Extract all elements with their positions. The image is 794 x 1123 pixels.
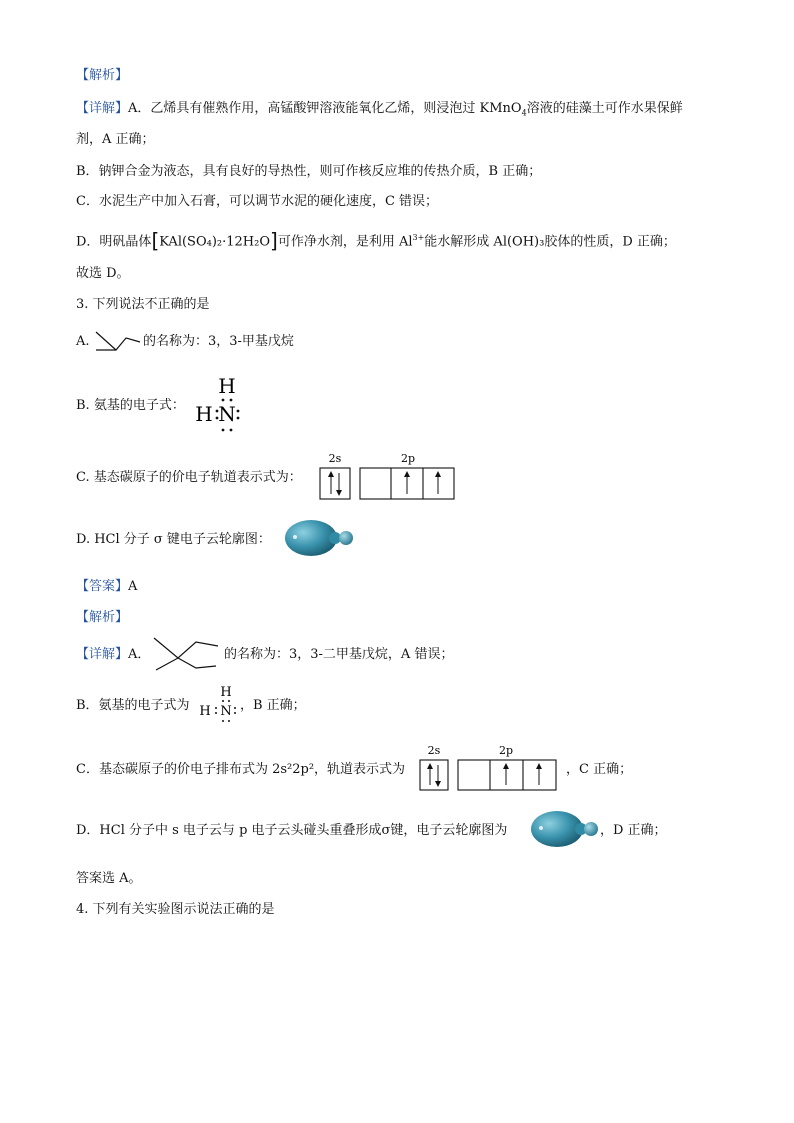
option-b-label: B. 氨基的电子式： <box>76 398 185 413</box>
answer-tag: 【答案】 <box>76 579 129 594</box>
atom-h-top: H <box>218 374 236 398</box>
ans-c-prefix: C．基态碳原子的价电子排布式为 2s²2p²，轨道表示式为 <box>76 762 406 777</box>
answer-value: A <box>128 579 138 594</box>
atom-n: N <box>218 402 236 426</box>
conclusion-2: 答案选 A。 <box>76 871 142 886</box>
detail-line-c: C．水泥生产中加入石膏，可以调节水泥的硬化速度，C 错误； <box>76 194 439 209</box>
detail-line-a2: 剂，A 正确； <box>76 132 155 147</box>
skeletal-structure-answer <box>152 636 222 672</box>
ans-b-post: ，B 正确； <box>240 698 306 713</box>
question-4-stem: 4. 下列有关实验图示说法正确的是 <box>76 902 275 917</box>
orbital-2s-label: 2s <box>328 452 342 465</box>
detail-a-text-cont: 溶液的硅藻土可作水果保鲜 <box>526 101 683 116</box>
ans-detail-a-prefix <box>76 646 150 664</box>
detail-line-b: B．钠钾合金为液态，具有良好的导热性，则可作核反应堆的传热介质，B 正确； <box>76 164 542 179</box>
skeletal-structure-a <box>94 330 144 354</box>
al-charge: 3+ <box>412 233 425 242</box>
ans-a-label: A． <box>128 647 151 662</box>
orbital-2p-label: 2p <box>400 452 416 465</box>
amino-electron-formula <box>190 372 260 436</box>
orbital-diagram-answer <box>418 742 564 794</box>
detail-tag: 【详解】 <box>76 101 129 116</box>
kmno4-subscript: 4 <box>521 108 527 118</box>
option-c-label: C. 基态碳原子的价电子轨道表示式为： <box>76 470 302 485</box>
detail-d-post: 能水解形成 Al(OH)₃胶体的性质，D 正确； <box>424 234 676 250</box>
ans-c-post: ，C 正确； <box>566 762 633 777</box>
question-3-stem: 3. 下列说法不正确的是 <box>76 297 210 312</box>
option-a-label: A. <box>76 334 90 349</box>
detail-d-prefix: D．明矾晶体 <box>76 234 152 250</box>
detail-a-text: A．乙烯具有催熟作用，高锰酸钾溶液能氧化乙烯，则浸泡过 KMnO <box>128 101 522 116</box>
left-bracket: [ <box>151 228 160 253</box>
option-d-label: D. HCl 分子 σ 键电子云轮廓图： <box>76 532 271 547</box>
conclusion-1: 故选 D。 <box>76 266 130 281</box>
answer-line <box>76 578 137 596</box>
alum-formula: KAl(SO₄)₂·12H₂O <box>159 234 270 250</box>
ans-a-text: 的名称为：3，3-二甲基戊烷，A 错误； <box>224 647 454 662</box>
atom-h-left-small: H <box>199 704 211 719</box>
detail-d-mid: 可作净水剂，是利用 Al <box>277 234 413 250</box>
hcl-orbital-image <box>283 517 357 559</box>
atom-n-small: N <box>220 704 232 719</box>
option-a-text: 的名称为：3，3-甲基戊烷 <box>143 334 294 349</box>
detail-line-a1 <box>76 100 683 123</box>
ans-d-prefix: D．HCl 分子中 s 电子云与 p 电子云头碰头重叠形成σ键，电子云轮廓图为 <box>76 823 508 838</box>
orbital-diagram-c <box>316 450 458 502</box>
atom-h-left: H <box>195 402 213 426</box>
jiexi-tag-2: 【解析】 <box>76 610 129 625</box>
orbital-2p-label-2: 2p <box>498 744 514 757</box>
detail-tag-2: 【详解】 <box>76 647 129 662</box>
hcl-orbital-image-answer <box>529 808 601 850</box>
ans-d-post: ，D 正确； <box>600 823 667 838</box>
jiexi-tag: 【解析】 <box>76 68 129 83</box>
atom-h-top-small: H <box>220 685 232 700</box>
amino-electron-formula-small <box>195 684 239 726</box>
orbital-2s-label-2: 2s <box>427 744 441 757</box>
detail-line-d <box>76 229 676 251</box>
right-bracket: ] <box>270 228 278 253</box>
ans-b-prefix: B．氨基的电子式为 <box>76 698 190 713</box>
